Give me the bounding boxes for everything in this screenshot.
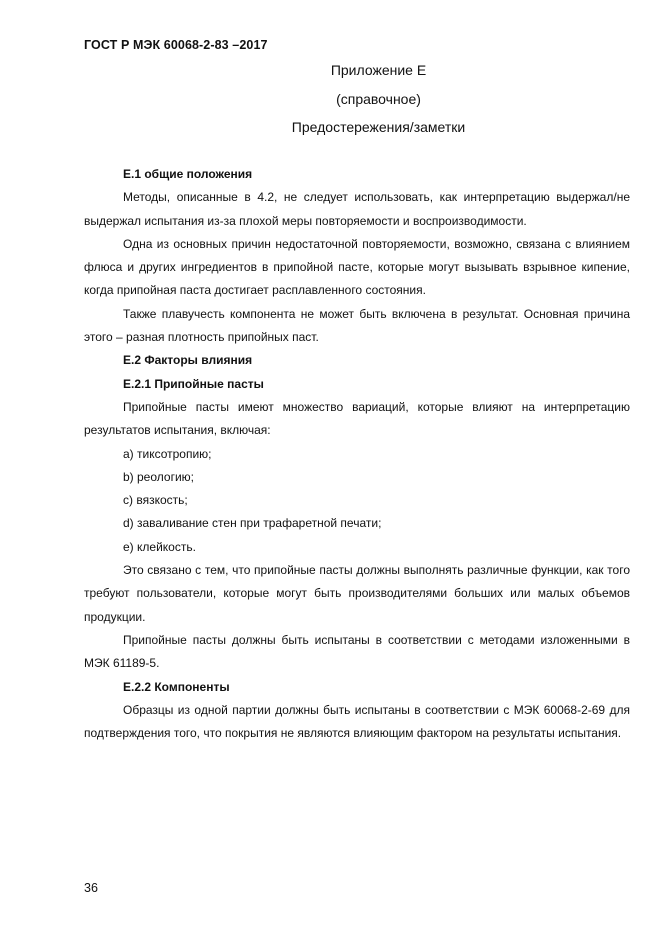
section-heading-e1: Е.1 общие положения [123, 167, 253, 181]
paragraph: Это связано с тем, что припойные пасты должны выполнять различные функции, как того требуют пользователи, которые могут быть производителями больших или малых объемов продукции. [84, 563, 630, 624]
annex-subtitle: (справочное) [336, 91, 421, 107]
annex-title: Приложение Е [330, 62, 427, 78]
paragraph: Одна из основных причин недостаточной повторяемости, возможно, связана с влиянием флюса и других ингредиентов в припойной пасте, которые могут вызывать взрывное кипение, когда припойная паста достигает расплавленного состояния. [84, 236, 630, 298]
section-heading-e2: Е.2 Факторы влияния [123, 353, 253, 368]
document-header: ГОСТ Р МЭК 60068-2-83 –2017 [84, 38, 268, 52]
paragraph: Также плавучесть компонента не может быть включена в результат. Основная причина этого – разная плотность припойных паст. [84, 306, 630, 345]
paragraph: Образцы из одной партии должны быть испытаны в соответствии с МЭК 60068-2-69 для подтверждения того, что покрытия не являются влияющим фактором на результаты испытания. [84, 702, 630, 741]
paragraph: Методы, описанные в 4.2, не следует использовать, как интерпретацию выдержал/не выдержал испытания из-за плохой меры повторяемости и воспроизводимости. [84, 190, 630, 228]
list-item: b) реологию; [123, 469, 194, 484]
section-heading-e22: Е.2.2 Компоненты [123, 679, 230, 694]
list-item: a) тиксотропию; [123, 446, 212, 461]
section-heading-e21: Е.2.1 Припойные пасты [123, 376, 264, 391]
document-body [84, 163, 630, 745]
list-item: c) вязкость; [123, 493, 188, 508]
list-item: d) заваливание стен при трафаретной печати; [123, 516, 382, 531]
page-number: 36 [84, 881, 98, 895]
paragraph: Припойные пасты имеют множество вариаций, которые влияют на интерпретацию результатов испытания, включая: [84, 399, 630, 438]
paragraph: Припойные пасты должны быть испытаны в соответствии с методами изложенными в МЭК 61189-5. [84, 632, 630, 671]
list-item: e) клейкость. [123, 539, 196, 554]
annex-name: Предостережения/заметки [291, 119, 466, 135]
